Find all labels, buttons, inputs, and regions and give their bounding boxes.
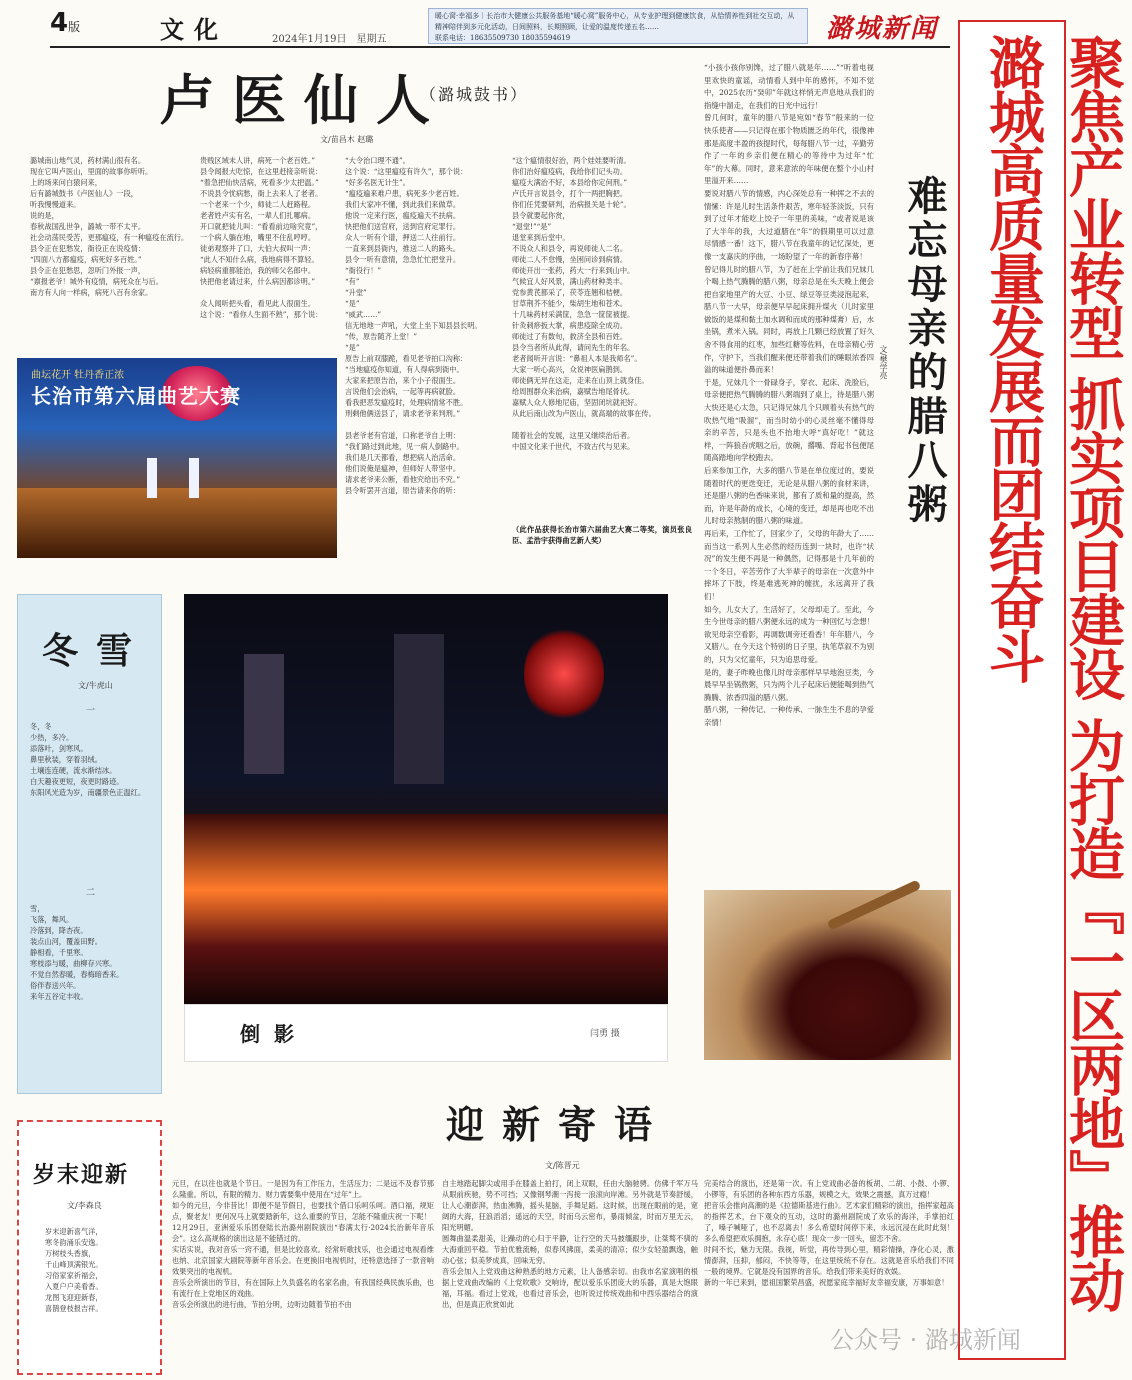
wechat-watermark: 公众号 · 潞城新闻 (830, 1326, 1021, 1354)
wooden-spoon (827, 879, 922, 930)
article3-title: 迎新寄语 (446, 1102, 671, 1147)
building-shape (244, 654, 284, 774)
article1-subtitle: （潞城鼓书） (420, 85, 529, 104)
article1-col2: 贵贱区域未人讲，病死一个老百姓。” 县令闻报大吃惊，在这里赶接亲听说： “着急把仙快活病，死看多少太把温。” 不说县令忧病愁，衙上去来人了老者。 一个老来一个少，师徒二人赶路程。 老者姓卢实有名，一辈人们扎哪病。 开口就把徒儿叫：“看看前边啥究竟”， 一个病人躺在地，嘴里不住乱哼哼。 徒弟观察并了口，大伯大叔叫一声： “此人不知什么病，我地病得不算轻。 病轻病重都能治，我的师父名郎中。 快把他老请过来，什么病因都诊明。” 众人闻听把头看，看见此人很面生。 这个说：“看你人生面不熟”，那个说： (200, 156, 323, 319)
section-name: 文化 (160, 15, 228, 44)
masthead: 潞城新闻 (826, 14, 939, 44)
page-number (50, 8, 80, 38)
photo-slogan: 曲坛花开 牡丹香正浓 (31, 370, 125, 381)
article3-col2: 自主地踏起脚尖或用手在膝盖上拍打，闭上双眼，任由大脑驰骋。仿佛千军万马从眼前疾驰，势不可挡；又像钢琴潮一泻接一浪滚向岸滩。另外就是节奏舒缓，让人心潮澎湃，热血沸腾，摇头晃脑，手舞足蹈。这时候，出现在眼前的是，宽阔的大海，狂浪滔滔；遥远的天空，时而乌云密布，暴雨倾盆，时而万里无云，阳光明媚。 圆舞曲温柔甜美，让躁动的心归于平静，让行空的天马披缰跟步，让桀骜不驯的大海重回平稳。节拍优雅流畅，似春风拂面，柔美的清凉；似少女轻盈飘逸，触动心弦；似美梦成真，回味无穷。 音乐会加入上党戏曲这种熟悉的地方元素，让人备感亲切。由我市名家演唱的根据上党戏曲改编的《上党吹歌》交响诗，配以爱乐乐团庞大的乐器，真是大饱眼福，耳福。看过上党戏，也看过音乐会，也听说过传统戏曲和中西乐器结合的演出，但是真正欣赏如此 (442, 1179, 698, 1309)
photo2-author: 闫勇 摄 (590, 1029, 620, 1039)
poem2-title: 岁末迎新 (33, 1162, 130, 1188)
header-rule (50, 46, 950, 48)
poem1-part2: 雪， 飞落，舞风。 冷落到，降杏夜。 装点山河，覆盖田野。 静相看，千里寒。 寒枝添与暖，曲柳存兴寒。 不觉自然春暖，春梅暗香来。 俗伴春送兴年。 来年五谷定丰收。 (30, 904, 124, 1001)
poem1-author: 文/牛虎山 (78, 681, 113, 690)
photo-banner: 长治市第六届曲艺大赛 (31, 384, 241, 408)
poem1-part1-number: 一 (86, 706, 96, 716)
performer-figure (147, 458, 157, 498)
poem-year-end-box (17, 1120, 162, 1375)
poem-winter-snow-box (17, 594, 162, 1094)
poem1-part1: 冬，冬 少热，多冷。 添落叶，剑寒风。 鼻里秋装，穿着羽绒。 土壤连连硬，流水渐结冰。 白天趣夜更短，夜更时路迹。 东阳风光造为岁，南疆景色正温红。 (30, 722, 146, 797)
article3-col3: 完美结合的演出，还是第一次。有上党戏曲必备的板胡、二胡、小鼓、小锣、小锣等，有乐团的各种东西方乐器，规模之大，效果之震撼，真万过瘾！ 把音乐会推向高潮的是《拉德斯基进行曲》。艺术家们精彩的演出，指挥家超高的指挥艺术，台下观众的互动，这时的潞州剧院成了欢乐的海洋，手掌拍红了，嗓子喊哑了，也不忍离去！多么希望时间停下来，永远沉浸在此时此刻！多么希望把欢乐拥抱，永存心底！现众一步一回头，留恋不舍。 时间不长，魅力无限。我视，听觉，再传导到心里，精彩情操，净化心灵，激情澎湃，压抑，郁闷，不快等等，在这里统统不存在。这就是音乐给我们不同一般的境界。它就是没有国界的音乐。给我们带来美好的欢娱。 新的一年已来到，愿祖国繁荣昌盛，祝愿家庭幸福好友幸福安康，万事如意！ (704, 1179, 954, 1287)
page-number-value: 4 (50, 8, 69, 38)
headline-box (958, 20, 1125, 1360)
article1-author: 文/苗昌木 赵璐 (320, 135, 374, 144)
article1-col3: “大令治口理不通”。 这个说：“这里瘟疫有许久”，那个说： “好多名医无计生”。 “瘟疫遍来难户患，病死多少老百姓。 我们大家冲不懂，到此我们来做草。 他说一定来行医，瘟疫遍天不扶病。 快把他们送官府，送到官府定罪行。 众人一听有个谱，押送二人往前行。 一直来到县衙内，推送二人的路头。 县令一听有意情，急急忙忙把堂升。 “衙役行！” “有” “升堂” “是” “威武……” 信无地地一声吼，大堂上坐下知县县长明。 “传，原告随齐上堂！” “是” 原告上前双膝跪，看见老爷拍口沟称： “当地瘟疫你知道，有人得病到衙中。 大家来把原告治，来个小子很面生。 言说他们会治病，一起等再病就脸。 看我把恶发瘟疫时，处理病情常不胜。 刑剩他俩送县了，请求老爷来判刑。” 县老爷老有官道，口称老爷自上明： “我们路过到此地，见一病人倒路中。 我们是几天都看，想把病人治活命。 他们说俺是瘟神，但师好人带坚中。 请求老爷来公断，看他究给出不究。” 县令听罢开言道，原告请来你的听： (345, 156, 482, 495)
red-lanterns (524, 624, 604, 724)
opera-contest-photo (17, 358, 337, 558)
stage-performers (17, 488, 337, 558)
poem2-author: 文/李森良 (67, 1201, 102, 1210)
article3-col1: 元旦，在以往也就是个节日。一是因为有工作压力，生活压力；二是远不及春节那么隆重。所以，有限的精力、财力需要集中使用在“过年”上。 如今的元旦，今非昔比！即便不是节假日，也要找个借口乐呵乐呵。酒口福，规矩点，聚老友！更何况马上就要踏新年，这么重要的节日，怎能不隆重庆祝一下呢！ 12月29日，亚洲爱乐乐团登陆长治潞州剧院演出“春满太行·2024长治新年音乐会”。这么高规格的演出这是不能错过的。 实话实说，我对音乐一窍不通，但是比较喜欢。经常听歌找乐，也会通过电视看维也纳、北京国家大剧院等新年音乐会。在更换旧电视机时，还特意选择了一款音响效果突出的电视机。 音乐会所演出的节目，有在国际上久负盛名的名家名曲，有我国经典民族乐曲，也有流行在上党地区的戏曲。 音乐会所演出的进行曲，节拍分明，边听边随着节拍不由 (172, 1179, 434, 1309)
article2-author: 文/樊学亮 (879, 345, 888, 380)
page-unit: 版 (68, 20, 81, 34)
issue-date: 2024年1月19日 星期五 (272, 34, 387, 45)
article2-body: “小孩小孩你别馋，过了腊八就是年……”“听着电视里欢快的童谣，动情看人到中年的感怀，不知不觉中，2025农历“癸卯”年就这样悄无声息地从我们的指缝中溜走，在我们的日光中远行！ 曾几何时，童年的腊八节是宛如“春节”般来的一位快乐使者——只记得在那个物质匮乏的年代，很像神那是高度丰盈的孩提时代，每每腊八节一过，辛勤劳作了一年的乡亲们便在精心的等待中为过年“忙年”的大幕。同时，意来意浓的年味便在整个小山村里溢开来…… 要说对腊八节的情感，内心深处总有一种挥之不去的情愫：许是儿时生活条件艰苦，寒年轻茶淡饭，只有到了过年才能吃上饺子一年里的美味，“或者说是该了大半年的我，大过道腊在“年”的假期里可以过意尽情感一番！这下，腊八节在我童年的记忆深处，更像一支嘉庆的序曲，一场盼望了一年的新春序幕！ 曾记得儿时的腊八节，为了赶在上学前让我们兄妹几个喝上热气腾腾的腊八粥，母亲总是在头天晚上便会把自家地里产的大豆、小豆、绿豆等豆类浸泡起来，腊八节一大早，母亲便早早起床拥升煤火（儿时家里做饭的是煤和黏土加水调和而成的那种煤膏）后，水坐锅，煮米入锅。同时，再放上几颗已经放置了好久舍不得食用的红枣，加些红糖等佐料，在母亲精心劳作，守护下，当我们醒来便还带着我们的睡眼浓香四溢的味道便扑鼻而来！ 于是，兄妹几个一骨碌身子，穿衣、起床、洗脸后，母亲便把热气腾腾的腊八粥端到了桌上，待是腊八粥大快还是心太急，只记得兄妹几个只顾着头有热气的吹热气地“吸溜”，而当时幼小的心灵丝毫不懂得母亲的辛苦，只是头也不抬地大呼“真好吃！”就这样，一阵狼吞虎咽之后，放碗，撂嘴、背起书包便尾随高踏地向学校跑去。 后来参加工作，大多的腊八节是在单位度过的，要说随着时代的更迭变迁，无论是从腊八粥的食材来讲，还是腊八粥的色香味来说，都有了质和量的提高，然而，许是年龄的成长，心境的变迁，却是再也吃不出儿时母亲熬制的腊八粥的味道。 再后来，工作忙了，回家少了，父母的年龄大了……而当这一系列人生必然的经历连到一块时，也许“状况”的发生便不再是一种偶然，记得那是十几年前的一个冬日，辛苦劳作了大半辈子的母亲在一次意外中摔坏了下肢，终是难逃死神的缠扰，永远离开了我们！ 如今，儿女大了，生活好了，父母却走了。至此，今生今世母亲的腊八粥便永远的成为一种回忆与念想！ 欲见母亲空看影，再调数调旁还看香！年年腊八，今又腊八。在今天这个特别的日子里，执笔草叙不为别的，只为父忆童年，只为追思母爱。 是的，妻子昨晚也像儿时母亲那样早早地泡豆类，今晨早早坐锅熬粥，只为两个儿子起床后便能喝到热气腾腾、浓香四溢的腊八粥。 腊八粥，一种传记、一种传承、一脉生生不息的孕爱亲情！ (704, 63, 874, 727)
article3-author: 文/陈晋元 (545, 1161, 580, 1170)
poem1-title: 冬雪 (42, 630, 151, 672)
building-shape (394, 634, 444, 784)
ad-text: 暖心窝·幸福多｜长治市大健康公共服务基地“暖心窝”服务中心，从专业护理到健康饮食，从恰情养性到社交互动，从精神陪伴到多元化活动，日间照料，长期照顾，让爱的温度传递五名…… (435, 12, 795, 31)
article2-title: 难忘母亲的腊八粥 (901, 175, 948, 527)
article1-col4: “这个瘟情很好治，两个娃娃要听清。 你们治好瘟疫病，我给你们记头功。 瘟疫大满治不好，本县给你定何刑。” 卢氏开言说县令，打个一两把胸把。 你们任凭要研判，治病报关是十轮”。 县令就要起你赏， “退堂!”“是” 退堂来到后堂中。 不说众人和县令，再说师徒人二名。 师徒二人不怠慢，坐困问诊到病情。 师徒开出一张药，药大一行来到山中。 气候宜人好风景，满山药材种类丰。 党参黄芪都采了，茯苓连翘和桔梗。 甘草荆芥不能少，柴胡生地和苍术。 十几味药材采满筐，急急一筐筐被提。 针灸刺痧扳大掌，病患疫除全成功。 师徒过了有数旬，救济全县和百姓。 县令当者所从此得，请问先生的年名。 老者闻听开言说：“鼻祖人本是我师名”。 大家一听心高兴，众说神医扁鹊到。 师徒俩无异在这走，走来在山顶上就身佳。 给周围群众来治病，嘉赋告地尾骨状。 嘉赋人众人修地尼庙，坚固闭坑就祀好。 从此后南山改为卢医山，就高端的故事在传。 随着社会的发展，这里又继续治后者。 中国文化来千世代，不致古代与见来。 (512, 156, 656, 451)
headline: 聚焦产业转型 抓实项目建设 为打造『一区两地』推动潞城高质量发展而团结奋斗 (980, 34, 1125, 1311)
water-reflection (184, 814, 668, 1004)
congee-bowl-photo (704, 890, 951, 1060)
performer-figure (189, 458, 199, 498)
ad-contact: 联系电话：18635509730 18035594619 (435, 34, 571, 42)
article1-caption: （此作品获得长治市第六届曲艺大赛二等奖，演员张良臣、孟浩宇获得曲艺新人奖） (512, 525, 692, 545)
article1-title: 卢医仙人 (160, 68, 448, 132)
night-reflection-photo (184, 594, 668, 1004)
photo2-title: 倒影 (240, 1022, 308, 1046)
article1-col1: 潞城南山地气灵，药材满山很有名。 现在它叫卢医山，里面的故事你听听。 上的场来问白猿问来， 后有潞城鼓书《卢医仙人》一段， 听我慢慢道来。 说的是， 春秋战国乱世争，潞城一带不太平。 社会动荡民受苦，更那瘟疫，有一种瘟疫在流行。 县令正在犯愁发，衙役正在说疫情： “四面八方都瘟疫，病死好多百姓。” 县令正在犯愁思，忽听门外报一声， “禀报老爷！城外有疫情，病死众在与后。 南方有人向一样病，病死八百有余家。 (30, 156, 189, 297)
poem1-part2-number: 二 (86, 888, 96, 898)
advertisement-box (428, 8, 808, 44)
poem2-body: 岁末迎新喜气洋， 寒冬韵涌乐安逸。 万树枝头香旗， 千山峰顶满银光。 习俗家家祈福会， 入夏户户美看香。 龙图飞迎迎新春， 喜鹊登枝报吉祥。 (45, 1227, 103, 1313)
